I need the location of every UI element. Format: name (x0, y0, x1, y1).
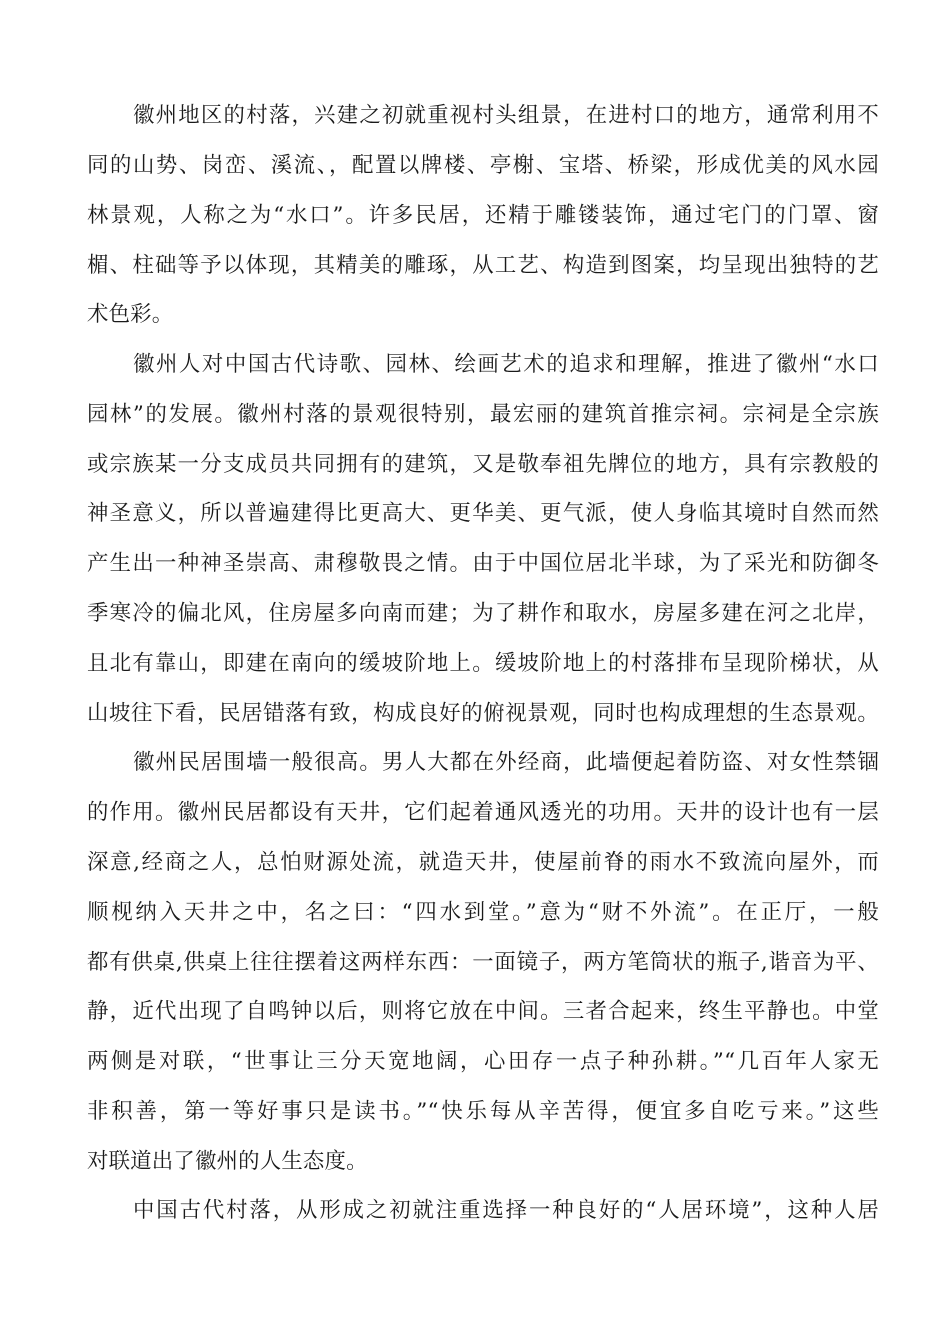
paragraph-3-line-3: 深意,经商之人，总怕财源处流，就造天井，使屋前脊的雨水不致流向屋外，而 (87, 850, 879, 875)
paragraph-1-line-3: 林景观，人称之为“水口”。许多民居，还精于雕镂装饰，通过宅门的门罩、窗 (87, 203, 879, 228)
paragraph-4-line-1: 中国古代村落，从形成之初就注重选择一种良好的“人居环境”，这种人居 (133, 1198, 879, 1223)
paragraph-3-line-4: 顺枧纳入天井之中，名之曰：“四水到堂。”意为“财不外流”。在正厅，一般 (87, 900, 879, 925)
paragraph-3-line-7: 两侧是对联，“世事让三分天宽地阔，心田存一点子种孙耕。”“几百年人家无 (87, 1049, 879, 1074)
paragraph-2-line-4: 神圣意义，所以普遍建得比更高大、更华美、更气派，使人身临其境时自然而然 (87, 501, 879, 526)
paragraph-1-line-5: 术色彩。 (87, 302, 174, 327)
paragraph-2-line-6: 季寒冷的偏北风，住房屋多向南而建；为了耕作和取水，房屋多建在河之北岸， (87, 601, 879, 626)
paragraph-1-line-4: 楣、柱础等予以体现，其精美的雕琢，从工艺、构造到图案，均呈现出独特的艺 (87, 253, 879, 278)
paragraph-2-line-8: 山坡往下看，民居错落有致，构成良好的俯视景观，同时也构成理想的生态景观。 (87, 701, 879, 726)
paragraph-2-line-5: 产生出一种神圣崇高、肃穆敬畏之情。由于中国位居北半球，为了采光和防御冬 (87, 551, 879, 576)
paragraph-3-line-2: 的作用。徽州民居都设有天井，它们起着通风透光的功用。天井的设计也有一层 (87, 800, 879, 825)
paragraph-1-line-1: 徽州地区的村落，兴建之初就重视村头组景，在进村口的地方，通常利用不 (133, 103, 879, 128)
paragraph-2-line-3: 或宗族某一分支成员共同拥有的建筑，又是敬奉祖先牌位的地方，具有宗教般的 (87, 452, 879, 477)
paragraph-3-line-1: 徽州民居围墙一般很高。男人大都在外经商，此墙便起着防盗、对女性禁锢 (133, 750, 879, 775)
paragraph-2-line-1: 徽州人对中国古代诗歌、园林、绘画艺术的追求和理解，推进了徽州“水口 (133, 352, 879, 377)
paragraph-3-line-6: 静，近代出现了自鸣钟以后，则将它放在中间。三者合起来，终生平静也。中堂 (87, 999, 879, 1024)
paragraph-3-line-5: 都有供桌,供桌上往往摆着这两样东西：一面镜子，两方笔筒状的瓶子,谐音为平、 (87, 950, 879, 975)
paragraph-3-line-9: 对联道出了徽州的人生态度。 (87, 1149, 368, 1174)
paragraph-2-line-2: 园林”的发展。徽州村落的景观很特别，最宏丽的建筑首推宗祠。宗祠是全宗族 (87, 402, 879, 427)
paragraph-2-line-7: 且北有靠山，即建在南向的缓坡阶地上。缓坡阶地上的村落排布呈现阶梯状，从 (87, 651, 879, 676)
paragraph-3-line-8: 非积善，第一等好事只是读书。”“快乐每从辛苦得，便宜多自吃亏来。”这些 (87, 1099, 879, 1124)
paragraph-1-line-2: 同的山势、岗峦、溪流、，配置以牌楼、亭榭、宝塔、桥梁，形成优美的风水园 (87, 153, 879, 178)
